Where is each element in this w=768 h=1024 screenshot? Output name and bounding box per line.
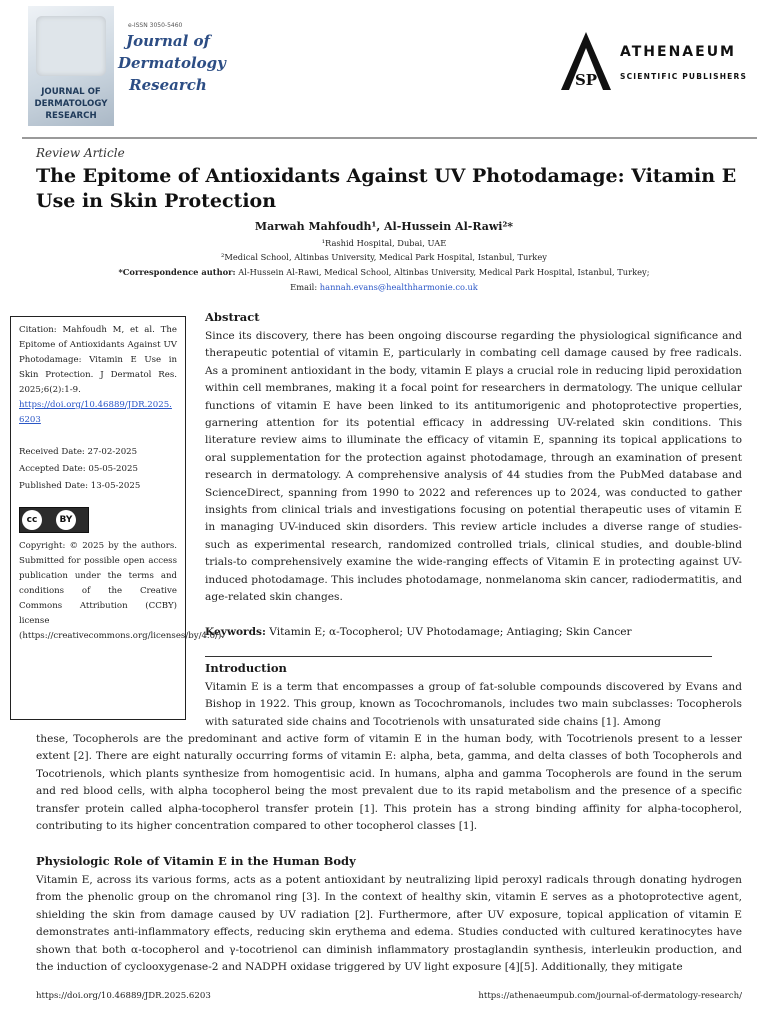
cc-by-license-icon[interactable] <box>19 507 89 533</box>
correspondence-label: *Correspondence author: <box>118 267 236 277</box>
article-title: The Epitome of Antioxidants Against UV Photodamage: Vitamin E Use in Skin Protection <box>36 165 737 212</box>
keywords-list: Vitamin E; α-Tocopherol; UV Photodamage; Antiaging; Skin Cancer <box>265 626 632 638</box>
introduction-paragraph-1: Vitamin E is a term that encompasses a group of fat-soluble compounds discovered by Evans and Bishop in 1922. This group, known as Tocochromanols, includes two main subclasses: Tocopherols with saturated side chains and Tocotrienols with unsaturated side chains [1]. Among <box>205 681 742 728</box>
correspondence <box>0 267 768 277</box>
keywords-divider <box>205 656 712 657</box>
citation-text: Citation: Mahfoudh M, et al. The Epitome of Antioxidants Against UV Photodamage: Vitamin E Use in Skin Protection. J Dermatol Res. 2025;6(2):1-9. <box>19 325 177 395</box>
article-type: Review Article <box>36 146 125 160</box>
physiologic-heading: Physiologic Role of Vitamin E in the Human Body <box>36 854 356 868</box>
citation-sidebar <box>10 316 225 720</box>
affiliation-2: ²Medical School, Altinbas University, Medical Park Hospital, Istanbul, Turkey <box>221 252 547 262</box>
cc-icon: cc <box>22 510 42 530</box>
doi-link[interactable]: https://doi.org/10.46889/JDR.2025.6203 <box>19 400 172 425</box>
dates <box>19 444 177 495</box>
abstract-body: Since its discovery, there has been ongoing discourse regarding the physiological significance and therapeutic potential of vitamin E, particularly in combating cell damage caused by free radicals. As a prominent antioxidant in the body, vitamin E plays a crucial role in reducing lipid peroxidation within cell membranes, making it a focal point for researchers in dermatology. The unique cellular functions of vitamin E have been linked to its antitumorigenic and photoprotective properties, garnering attention for its potential efficacy in addressing UV-related skin conditions. This literature review aims to illuminate the efficacy of vitamin E, spanning its topical applications to oral supplementation for the protection against photodamage, through an examination of present research in dermatology. A comprehensive analysis of 44 studies from the PubMed database and ScienceDirect, spanning from 1990 to 2022 and references up to 2024, was conducted to gather insights from clinical trials and investigations focusing on potential therapeutic uses of vitamin E in managing UV-induced skin disorders. This review article includes a diverse range of studies- such as experimental research, randomized controlled trials, clinical studies, and double-blind trials-to comprehensively examine the wide-ranging effects of Vitamin E in protecting against UV-induced photodamage. This includes photodamage, nonmelanoma skin cancer, radiodermatitis, and age-related skin changes. <box>205 330 742 604</box>
correspondence-text: Al-Hussein Al-Rawi, Medical School, Altinbas University, Medical Park Hospital, Istanbul, Turkey; <box>235 267 650 277</box>
email-label: Email: <box>290 282 320 292</box>
published-date: Published Date: 13-05-2025 <box>19 481 141 491</box>
publisher-monogram: SP <box>574 71 598 89</box>
email-line <box>0 282 768 292</box>
accepted-date: Accepted Date: 05-05-2025 <box>19 464 138 474</box>
authors: Marwah Mahfoudh¹, Al-Hussein Al-Rawi²* <box>254 220 514 233</box>
email-link[interactable]: hannah.evans@healthharmonie.co.uk <box>319 282 478 292</box>
keywords <box>205 626 742 638</box>
journal-logo-text: JOURNAL OF DERMATOLOGY RESEARCH <box>34 87 108 121</box>
header-divider <box>22 137 757 139</box>
copyright-text: Copyright: © 2025 by the authors. Submitted for possible open access publication under the terms and conditions of the Creative Commons Attribution (CCBY) license (https://creativecommons.org/licenses/by/4.0/). <box>19 541 225 641</box>
physiologic-body: Vitamin E, across its various forms, acts as a potent antioxidant by neutralizing lipid peroxyl radicals through donating hydrogen from the phenolic group on the chromanol ring [3]. In the context of healthy skin, vitamin E serves as a photoprotective agent, shielding the skin from damage caused by UV radiation [2]. Furthermore, after UV exposure, topical application of vitamin E demonstrates anti-inflammatory effects, reducing skin erythema and edema. Studies conducted with cultured keratinocytes have shown that both α-tocopherol and γ-tocotrienol can diminish inflammatory prostaglandin synthesis, interleukin production, and the induction of cyclooxygenase-2 and NADPH oxidase triggered by UV light exposure [4][5]. Additionally, they mitigate <box>36 874 742 974</box>
publisher-subtitle: SCIENTIFIC PUBLISHERS <box>620 72 748 81</box>
publisher-logo-icon <box>555 30 617 92</box>
issn: e-ISSN 3050-5460 <box>128 22 183 29</box>
footer-journal-link[interactable]: https://athenaeumpub.com/journal-of-dermatology-research/ <box>478 991 742 1001</box>
affiliation-1: ¹Rashid Hospital, Dubai, UAE <box>321 238 447 248</box>
received-date: Received Date: 27-02-2025 <box>19 447 138 457</box>
footer-doi-link[interactable]: https://doi.org/10.46889/JDR.2025.6203 <box>36 991 211 1001</box>
journal-logo <box>28 6 114 126</box>
journal-title: Journal of Dermatology Research <box>118 32 226 94</box>
keywords-label: Keywords: <box>205 626 266 638</box>
introduction-paragraph-2: these, Tocopherols are the predominant and active form of vitamin E in the human body, with Tocotrienols present to a lesser extent [2]. There are eight naturally occurring forms of vitamin E: alpha, beta, gamma, and delta classes of both Tocopherols and Tocotrienols, which plants synthesize from homogentisic acid. In humans, alpha and gamma Tocopherols are found in the serum and red blood cells, with alpha tocopherol being the most prevalent due to its rapid metabolism and the presence of a specific transfer protein called alpha-tocopherol transfer protein [1]. This protein has a strong binding affinity for alpha-tocopherol, contributing to its higher concentration compared to other tocopherol classes [1]. <box>36 733 742 833</box>
abstract-heading: Abstract <box>205 310 260 324</box>
puzzle-graphic-icon <box>36 16 106 76</box>
introduction-heading: Introduction <box>205 661 287 675</box>
by-icon: BY <box>56 510 76 530</box>
publisher-name: ATHENAEUM <box>620 44 736 60</box>
